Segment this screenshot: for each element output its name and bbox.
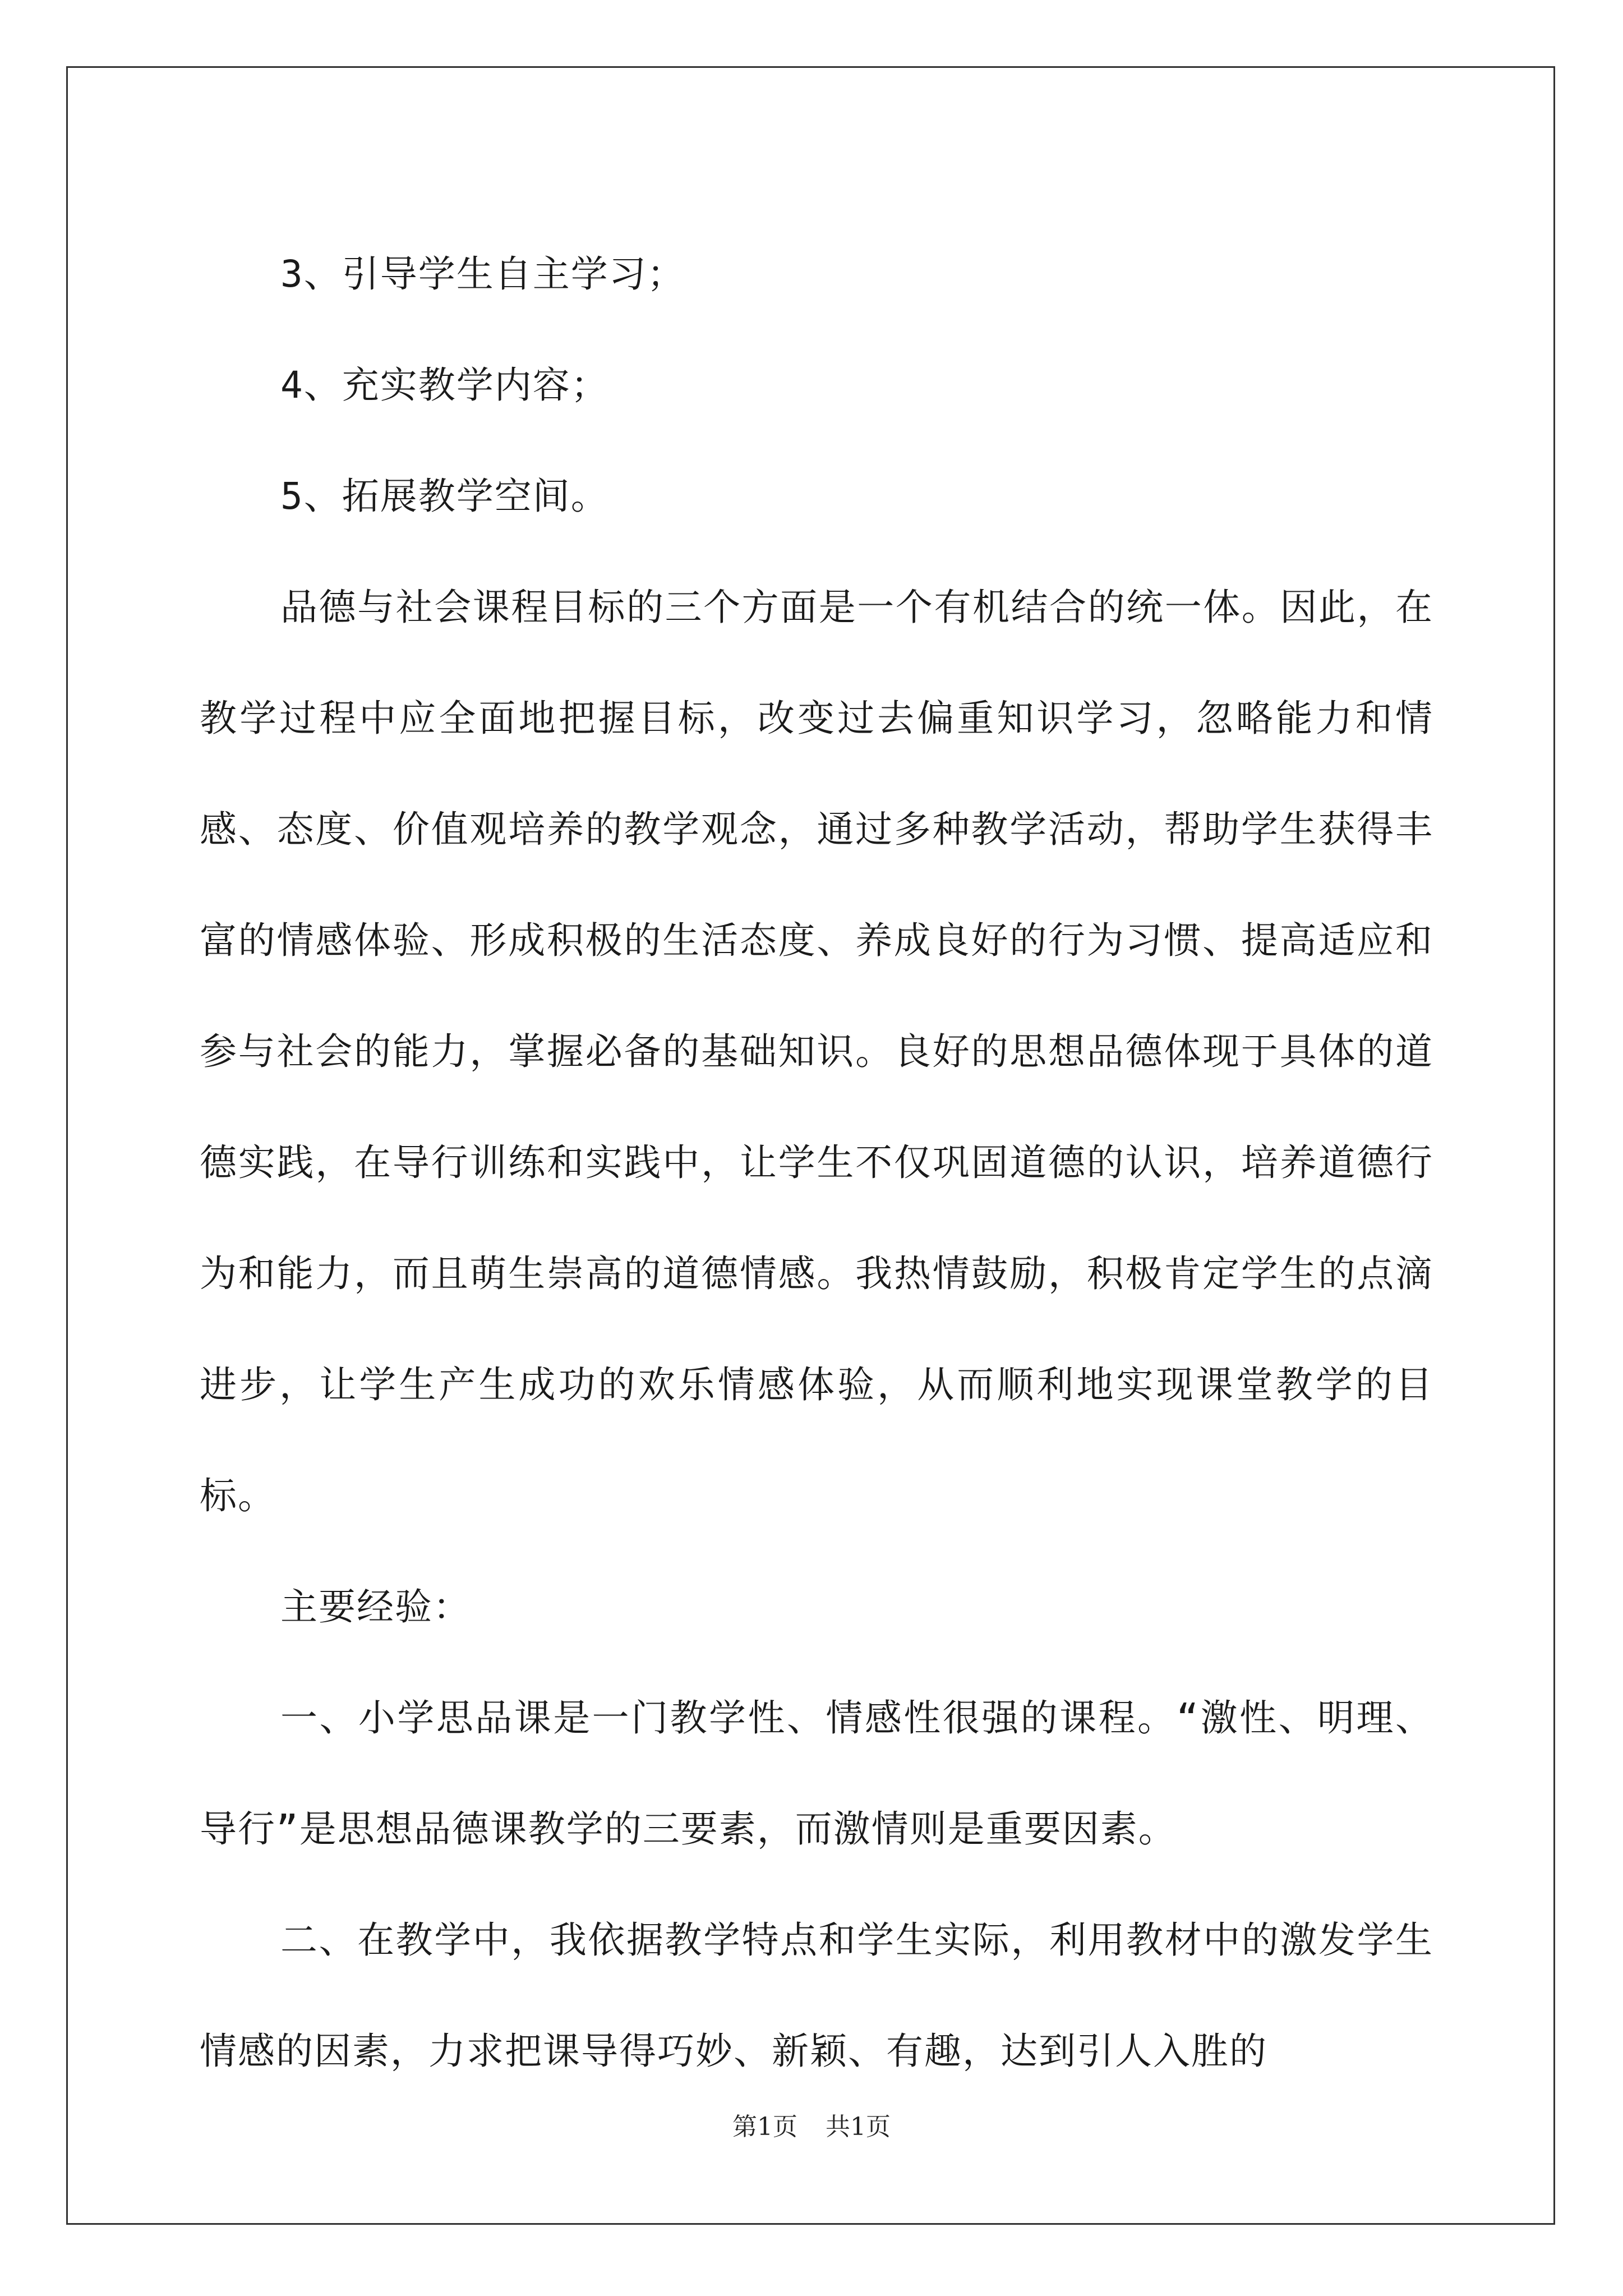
page-number-total: 共1页 (826, 2113, 891, 2141)
list-item-5: 5、拓展教学空间。 (280, 475, 609, 518)
list-item-4: 4、充实教学内容； (280, 364, 609, 407)
document-body (200, 219, 1433, 2107)
list-item-3: 3、引导学生自主学习； (280, 252, 685, 296)
page-footer (0, 2106, 1623, 2142)
paragraph-experience-2: 二、在教学中，我依据教学特点和学生实际，利用教材中的激发学生情感的因素，力求把课导得巧妙、新颖、有趣，达到引人入胜的 (200, 1918, 1433, 2073)
paragraph-experience-1: 一、小学思品课是一门教学性、情感性很强的课程。“激性、明理、导行”是思想品德课教学的三要素，而激情则是重要因素。 (200, 1696, 1433, 1851)
paragraph-course-goals: 品德与社会课程目标的三个方面是一个有机结合的统一体。因此，在教学过程中应全面地把握目标，改变过去偏重知识学习，忽略能力和情感、态度、价值观培养的教学观念，通过多种教学活动，帮助学生获得丰富的情感体验、形成积极的生活态度、养成良好的行为习惯、提高适应和参与社会的能力，掌握必备的基础知识。良好的思想品德体现于具体的道德实践，在导行训练和实践中，让学生不仅巩固道德的认识，培养道德行为和能力，而且萌生崇高的道德情感。我热情鼓励，积极肯定学生的点滴进步，让学生产生成功的欢乐情感体验，从而顺利地实现课堂教学的目标。 (200, 586, 1433, 1517)
section-heading-main-experience: 主要经验： (280, 1585, 471, 1628)
page-number-current: 第1页 (732, 2113, 797, 2141)
